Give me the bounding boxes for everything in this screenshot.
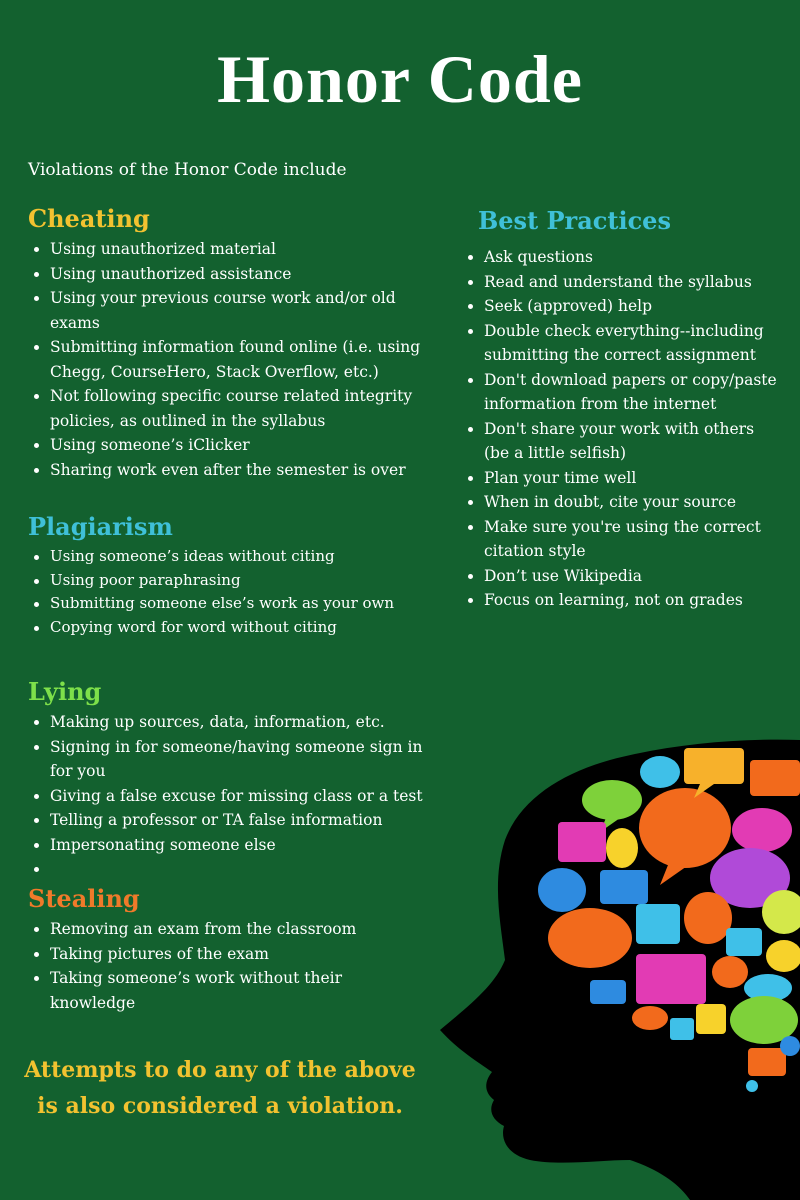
list-item: Taking pictures of the exam [28,942,428,967]
list-item [28,857,428,882]
list-item: Making up sources, data, information, etc. [28,710,428,735]
list-item: Don't download papers or copy/paste information from the internet [462,368,782,417]
list-item: Not following specific course related integrity policies, as outlined in the syllabus [28,384,428,433]
list-item: Using unauthorized assistance [28,262,428,287]
list-item: Telling a professor or TA false information [28,808,428,833]
list-item: Read and understand the syllabus [462,270,782,295]
list-item: Taking someone’s work without their knowledge [28,966,428,1015]
best-practices-section [462,206,782,613]
list-item: Using your previous course work and/or old exams [28,286,428,335]
list-item: Copying word for word without citing [28,616,428,640]
list-item: Submitting information found online (i.e. using Chegg, CourseHero, Stack Overflow, etc.) [28,335,428,384]
cheating-section [28,204,428,482]
list-item: Don't share your work with others (be a little selfish) [462,417,782,466]
stealing-heading: Stealing [28,884,140,913]
closing-statement [20,1052,420,1124]
list-item: When in doubt, cite your source [462,490,782,515]
list-item: Sharing work even after the semester is over [28,458,428,483]
plagiarism-list [28,545,428,639]
list-item: Impersonating someone else [28,833,428,858]
lying-list [28,710,428,882]
list-item: Plan your time well [462,466,782,491]
list-item: Double check everything--including submitting the correct assignment [462,319,782,368]
list-item: Seek (approved) help [462,294,782,319]
lying-heading: Lying [28,677,102,706]
list-item: Using someone’s ideas without citing [28,545,428,569]
plagiarism-heading: Plagiarism [28,512,173,541]
list-item: Submitting someone else’s work as your own [28,592,428,616]
stealing-list [28,917,428,1015]
list-item: Make sure you're using the correct citation style [462,515,782,564]
intro-text: Violations of the Honor Code include [28,160,347,180]
closing-line-1: Attempts to do any of the above [24,1057,416,1083]
lying-section [28,677,428,882]
list-item: Giving a false excuse for missing class or a test [28,784,428,809]
list-item: Removing an exam from the classroom [28,917,428,942]
best-practices-list [462,245,782,613]
page-title: Honor Code [217,41,583,117]
list-item: Using poor paraphrasing [28,569,428,593]
list-item: Ask questions [462,245,782,270]
list-item: Focus on learning, not on grades [462,588,782,613]
list-item: Don’t use Wikipedia [462,564,782,589]
cheating-list [28,237,428,482]
list-item: Signing in for someone/having someone sign in for you [28,735,428,784]
list-item: Using someone’s iClicker [28,433,428,458]
closing-line-2: is also considered a violation. [37,1093,403,1119]
stealing-section [28,884,428,1015]
cheating-heading: Cheating [28,204,150,233]
list-item: Using unauthorized material [28,237,428,262]
best-practices-heading: Best Practices [478,206,671,235]
plagiarism-section [28,512,428,639]
